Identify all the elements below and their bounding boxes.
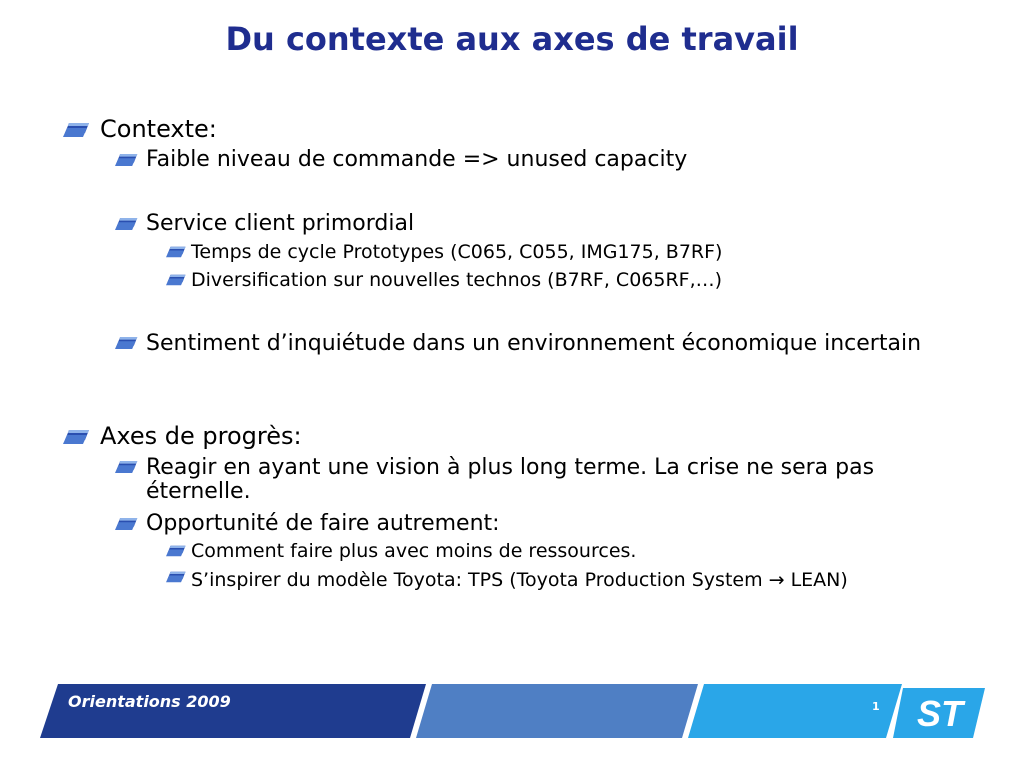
footer-light-band <box>688 684 902 738</box>
footer-mid-band <box>416 684 698 738</box>
folder-bullet-icon <box>115 217 139 231</box>
bullet-comment <box>191 542 636 561</box>
bullet-text: Service client primordial <box>146 211 415 236</box>
bullet-text: Axes de progrès: <box>100 422 302 450</box>
folder-bullet-icon <box>63 122 91 138</box>
footer-label: Orientations 2009 <box>68 692 231 711</box>
logo-text: ST <box>916 693 964 734</box>
bullet-faible <box>146 149 687 171</box>
bullet-text: Faible niveau de commande => unused capacity <box>146 147 688 172</box>
bullet-diversification <box>191 271 722 290</box>
folder-bullet-icon <box>115 153 139 167</box>
folder-bullet-icon <box>115 336 139 350</box>
bullet-temps <box>191 243 722 262</box>
bullet-contexte <box>100 117 217 141</box>
bullet-reagir <box>146 456 956 504</box>
bullet-opportunite <box>146 513 500 535</box>
bullet-text: Diversification sur nouvelles technos (B7RF, C065RF,…) <box>191 269 723 291</box>
st-logo <box>893 686 987 744</box>
bullet-text: Contexte: <box>100 115 217 143</box>
bullet-text: Sentiment d’inquiétude dans un environnement économique incertain <box>146 331 922 356</box>
bullet-axes <box>100 424 302 448</box>
folder-bullet-icon <box>166 571 187 583</box>
bullet-text: S’inspirer du modèle Toyota: TPS (Toyota Production System → LEAN) <box>191 569 848 591</box>
folder-bullet-icon <box>115 517 139 531</box>
folder-bullet-icon <box>63 429 91 445</box>
slide-title: Du contexte aux axes de travail <box>225 20 799 58</box>
bullet-sentiment <box>146 332 946 356</box>
bullet-text: Opportunité de faire autrement: <box>146 511 500 536</box>
folder-bullet-icon <box>166 246 187 258</box>
bullet-service <box>146 213 414 235</box>
bullet-text: Reagir en ayant une vision à plus long terme. La crise ne sera pas éternelle. <box>146 455 875 504</box>
folder-bullet-icon <box>166 274 187 286</box>
folder-bullet-icon <box>166 545 187 557</box>
folder-bullet-icon <box>115 460 139 474</box>
bullet-inspirer <box>191 568 911 592</box>
page-number: 1 <box>872 700 880 713</box>
bullet-text: Comment faire plus avec moins de ressources. <box>191 540 637 562</box>
bullet-text: Temps de cycle Prototypes (C065, C055, IMG175, B7RF) <box>191 241 723 263</box>
